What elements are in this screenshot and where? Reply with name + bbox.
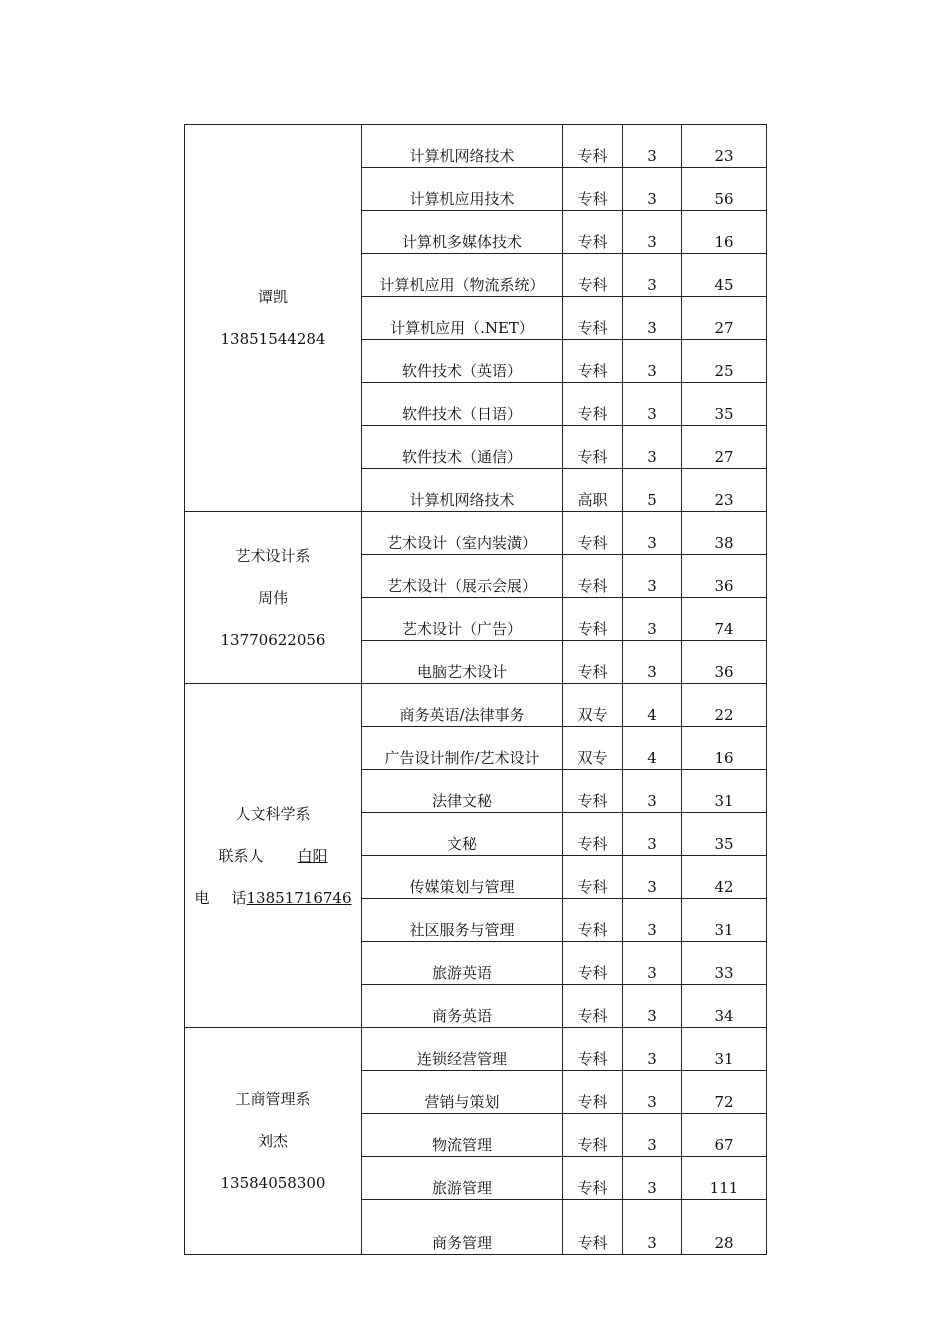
- level-cell: 专科: [563, 1071, 623, 1114]
- years-cell: 4: [623, 727, 682, 770]
- major-cell: 计算机多媒体技术: [362, 211, 563, 254]
- major-cell: 传媒策划与管理: [362, 856, 563, 899]
- major-cell: 软件技术（日语）: [362, 383, 563, 426]
- years-cell: 3: [623, 1071, 682, 1114]
- dept-phone: 13584058300: [220, 1174, 326, 1192]
- count-cell: 23: [682, 125, 767, 168]
- years-cell: 3: [623, 856, 682, 899]
- enrollment-table: [184, 124, 767, 1255]
- level-cell: 专科: [563, 813, 623, 856]
- major-cell: 艺术设计（室内装潢）: [362, 512, 563, 555]
- count-cell: 42: [682, 856, 767, 899]
- years-cell: 3: [623, 813, 682, 856]
- count-cell: 72: [682, 1071, 767, 1114]
- level-cell: 专科: [563, 899, 623, 942]
- level-cell: 专科: [563, 1028, 623, 1071]
- dept-cell: [185, 512, 362, 684]
- dept-name: 人文科学系: [235, 804, 311, 823]
- count-cell: 16: [682, 211, 767, 254]
- table-row: [185, 125, 767, 168]
- years-cell: 3: [623, 383, 682, 426]
- count-cell: 56: [682, 168, 767, 211]
- years-cell: 3: [623, 899, 682, 942]
- major-cell: 社区服务与管理: [362, 899, 563, 942]
- years-cell: 3: [623, 254, 682, 297]
- years-cell: 3: [623, 168, 682, 211]
- count-cell: 36: [682, 641, 767, 684]
- years-cell: 3: [623, 1114, 682, 1157]
- contact-label: 联系人: [218, 846, 264, 865]
- major-cell: 艺术设计（广告）: [362, 598, 563, 641]
- dept-phone-line: 电 话13851716746: [194, 888, 352, 907]
- count-cell: 74: [682, 598, 767, 641]
- major-cell: 商务英语/法律事务: [362, 684, 563, 727]
- dept-phone: 13851544284: [220, 330, 326, 348]
- major-cell: 计算机应用技术: [362, 168, 563, 211]
- dept-phone: 13770622056: [220, 630, 326, 649]
- dept-cell: [185, 1028, 362, 1255]
- years-cell: 3: [623, 641, 682, 684]
- level-cell: 专科: [563, 1200, 623, 1255]
- major-cell: 艺术设计（展示会展）: [362, 555, 563, 598]
- dept-person: 刘杰: [257, 1132, 288, 1150]
- level-cell: 专科: [563, 1114, 623, 1157]
- years-cell: 3: [623, 770, 682, 813]
- count-cell: 16: [682, 727, 767, 770]
- count-cell: 111: [682, 1157, 767, 1200]
- level-cell: 专科: [563, 340, 623, 383]
- level-cell: 专科: [563, 770, 623, 813]
- major-cell: 电脑艺术设计: [362, 641, 563, 684]
- level-cell: 双专: [563, 684, 623, 727]
- major-cell: 计算机网络技术: [362, 125, 563, 168]
- major-cell: 物流管理: [362, 1114, 563, 1157]
- level-cell: 专科: [563, 1157, 623, 1200]
- level-cell: 专科: [563, 211, 623, 254]
- level-cell: 专科: [563, 512, 623, 555]
- years-cell: 3: [623, 125, 682, 168]
- major-cell: 计算机应用（物流系统）: [362, 254, 563, 297]
- level-cell: 双专: [563, 727, 623, 770]
- count-cell: 35: [682, 813, 767, 856]
- phone-label: 电: [194, 888, 210, 907]
- years-cell: 3: [623, 512, 682, 555]
- table-row: [185, 1028, 767, 1071]
- count-cell: 31: [682, 770, 767, 813]
- dept-cell: [185, 684, 362, 1028]
- major-cell: 软件技术（英语）: [362, 340, 563, 383]
- count-cell: 33: [682, 942, 767, 985]
- years-cell: 3: [623, 598, 682, 641]
- level-cell: 专科: [563, 125, 623, 168]
- major-cell: 商务管理: [362, 1200, 563, 1255]
- years-cell: 5: [623, 469, 682, 512]
- major-cell: 软件技术（通信）: [362, 426, 563, 469]
- major-cell: 广告设计制作/艺术设计: [362, 727, 563, 770]
- major-cell: 商务英语: [362, 985, 563, 1028]
- count-cell: 31: [682, 1028, 767, 1071]
- level-cell: 专科: [563, 426, 623, 469]
- level-cell: 专科: [563, 383, 623, 426]
- count-cell: 34: [682, 985, 767, 1028]
- count-cell: 35: [682, 383, 767, 426]
- dept-name: 艺术设计系: [235, 546, 311, 565]
- count-cell: 27: [682, 426, 767, 469]
- years-cell: 3: [623, 211, 682, 254]
- dept-phone: 13851716746: [246, 888, 352, 907]
- years-cell: 3: [623, 426, 682, 469]
- major-cell: 文秘: [362, 813, 563, 856]
- count-cell: 36: [682, 555, 767, 598]
- table-row: [185, 512, 767, 555]
- count-cell: 27: [682, 297, 767, 340]
- level-cell: 专科: [563, 555, 623, 598]
- count-cell: 25: [682, 340, 767, 383]
- level-cell: 专科: [563, 168, 623, 211]
- dept-cell: [185, 125, 362, 512]
- major-cell: 计算机应用（.NET）: [362, 297, 563, 340]
- level-cell: 专科: [563, 856, 623, 899]
- level-cell: 专科: [563, 297, 623, 340]
- dept-name: 工商管理系: [235, 1090, 311, 1108]
- count-cell: 67: [682, 1114, 767, 1157]
- years-cell: 3: [623, 1157, 682, 1200]
- level-cell: 专科: [563, 985, 623, 1028]
- years-cell: 3: [623, 555, 682, 598]
- major-cell: 连锁经营管理: [362, 1028, 563, 1071]
- dept-person: 谭凯: [257, 288, 288, 306]
- dept-contact-line: [185, 835, 361, 877]
- major-cell: 法律文秘: [362, 770, 563, 813]
- level-cell: 专科: [563, 641, 623, 684]
- level-cell: 专科: [563, 598, 623, 641]
- table-row: [185, 684, 767, 727]
- years-cell: 4: [623, 684, 682, 727]
- count-cell: 28: [682, 1200, 767, 1255]
- major-cell: 旅游英语: [362, 942, 563, 985]
- count-cell: 45: [682, 254, 767, 297]
- major-cell: 计算机网络技术: [362, 469, 563, 512]
- years-cell: 3: [623, 297, 682, 340]
- years-cell: 3: [623, 985, 682, 1028]
- count-cell: 31: [682, 899, 767, 942]
- count-cell: 23: [682, 469, 767, 512]
- count-cell: 22: [682, 684, 767, 727]
- years-cell: 3: [623, 340, 682, 383]
- dept-person: 白阳: [297, 846, 328, 865]
- level-cell: 高职: [563, 469, 623, 512]
- dept-person: 周伟: [257, 588, 288, 607]
- years-cell: 3: [623, 1028, 682, 1071]
- level-cell: 专科: [563, 942, 623, 985]
- count-cell: 38: [682, 512, 767, 555]
- major-cell: 营销与策划: [362, 1071, 563, 1114]
- level-cell: 专科: [563, 254, 623, 297]
- years-cell: 3: [623, 942, 682, 985]
- major-cell: 旅游管理: [362, 1157, 563, 1200]
- years-cell: 3: [623, 1200, 682, 1255]
